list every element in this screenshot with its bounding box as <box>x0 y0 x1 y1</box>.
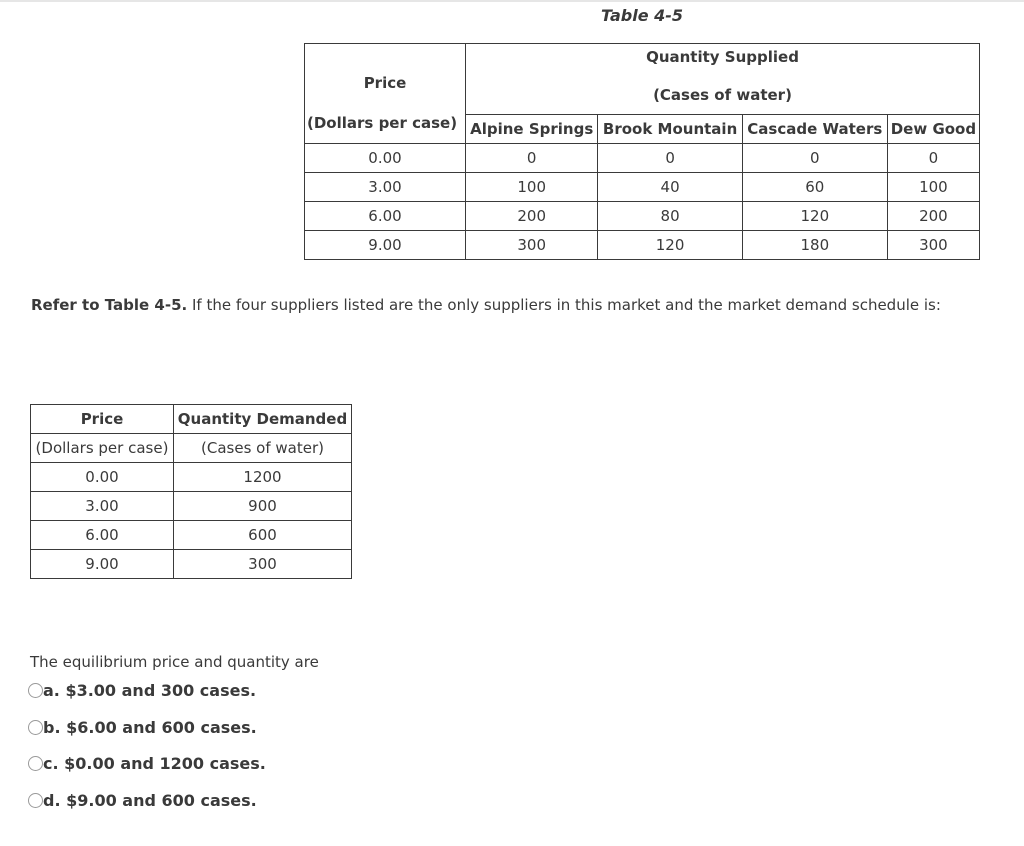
price-cell: 3.00 <box>305 173 466 202</box>
option-c[interactable] <box>30 754 266 773</box>
table-row <box>31 463 352 492</box>
price-cell: 6.00 <box>305 202 466 231</box>
quantity-cell: 40 <box>598 173 742 202</box>
table-title: Table 4-5 <box>600 6 684 25</box>
demand-price-header: Price <box>31 405 174 434</box>
quantity-demanded-unit: (Cases of water) <box>174 434 352 463</box>
quantity-supplied-unit: (Cases of water) <box>653 86 792 104</box>
radio-button[interactable] <box>28 683 43 698</box>
price-header-label: Price <box>363 73 407 92</box>
supplier-header: Alpine Springs <box>466 115 598 144</box>
table-row <box>305 231 980 260</box>
supplier-header: Cascade Waters <box>742 115 887 144</box>
price-cell: 3.00 <box>31 492 174 521</box>
question-body: If the four suppliers listed are the only suppliers in this market and the market demand schedule is: <box>187 296 941 314</box>
quantity-cell: 180 <box>742 231 887 260</box>
table-row <box>305 202 980 231</box>
quantity-cell: 200 <box>887 202 979 231</box>
supplier-header: Brook Mountain <box>598 115 742 144</box>
radio-button[interactable] <box>28 756 43 771</box>
quantity-cell: 0 <box>598 144 742 173</box>
table-row <box>31 550 352 579</box>
quantity-cell: 300 <box>174 550 352 579</box>
table-row <box>305 144 980 173</box>
option-a[interactable] <box>30 681 256 700</box>
option-b[interactable] <box>30 718 257 737</box>
option-label: a. $3.00 and 300 cases. <box>43 681 257 700</box>
quantity-cell: 100 <box>887 173 979 202</box>
radio-button[interactable] <box>28 720 43 735</box>
table-row <box>31 492 352 521</box>
price-header-unit: (Dollars per case) <box>307 113 458 132</box>
answer-prompt: The equilibrium price and quantity are <box>30 653 319 671</box>
radio-button[interactable] <box>28 793 43 808</box>
quantity-cell: 80 <box>598 202 742 231</box>
quantity-cell: 120 <box>742 202 887 231</box>
question-text <box>31 296 941 314</box>
option-label: c. $0.00 and 1200 cases. <box>43 754 266 773</box>
price-cell: 9.00 <box>305 231 466 260</box>
table-row <box>31 521 352 550</box>
quantity-cell: 600 <box>174 521 352 550</box>
option-d[interactable] <box>30 791 257 810</box>
option-label: b. $6.00 and 600 cases. <box>43 718 257 737</box>
top-divider <box>0 0 1024 2</box>
quantity-cell: 900 <box>174 492 352 521</box>
quantity-cell: 300 <box>887 231 979 260</box>
quantity-cell: 200 <box>466 202 598 231</box>
price-cell: 0.00 <box>305 144 466 173</box>
supply-table <box>304 43 980 260</box>
price-cell: 6.00 <box>31 521 174 550</box>
quantity-supplied-header <box>466 44 980 115</box>
quantity-cell: 60 <box>742 173 887 202</box>
question-reference: Refer to Table 4-5. <box>31 296 188 314</box>
quantity-cell: 0 <box>466 144 598 173</box>
quantity-cell: 100 <box>466 173 598 202</box>
quantity-cell: 0 <box>742 144 887 173</box>
quantity-cell: 120 <box>598 231 742 260</box>
quantity-supplied-label: Quantity Supplied <box>646 48 799 66</box>
price-header <box>305 44 466 144</box>
price-cell: 0.00 <box>31 463 174 492</box>
demand-table <box>30 404 352 579</box>
demand-price-unit: (Dollars per case) <box>31 434 174 463</box>
quantity-demanded-header: Quantity Demanded <box>174 405 352 434</box>
table-row <box>305 173 980 202</box>
price-cell: 9.00 <box>31 550 174 579</box>
quantity-cell: 300 <box>466 231 598 260</box>
supplier-header: Dew Good <box>887 115 979 144</box>
option-label: d. $9.00 and 600 cases. <box>43 791 257 810</box>
quantity-cell: 0 <box>887 144 979 173</box>
quantity-cell: 1200 <box>174 463 352 492</box>
